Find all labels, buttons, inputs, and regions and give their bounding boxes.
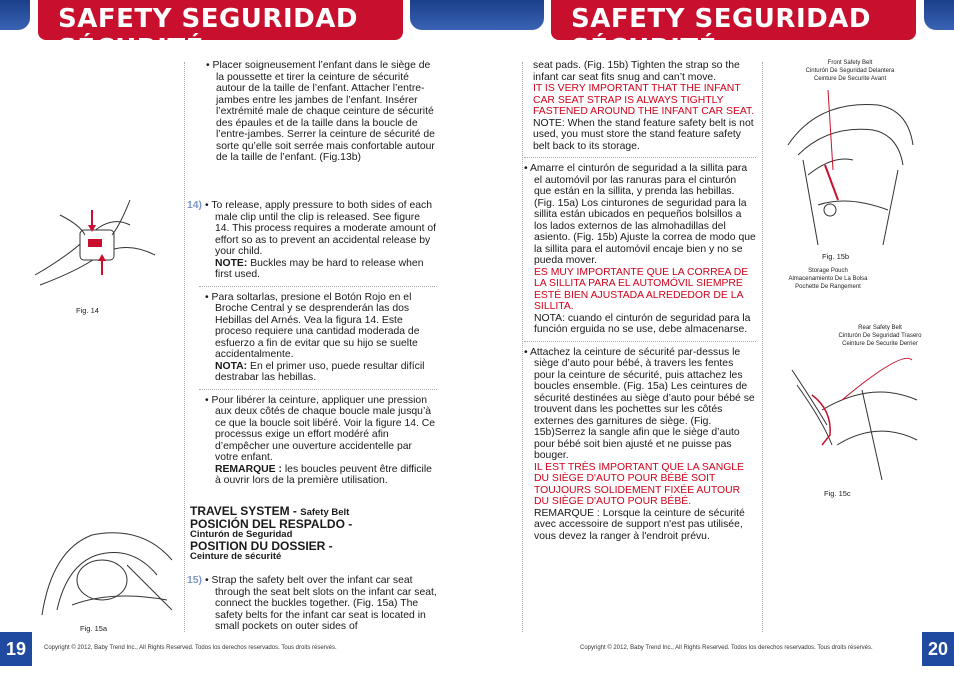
fr-instruction-15: • Attachez la ceinture de sécurité par-dessus le siège d’auto pour bébé, à travers les fentes pour la ceinture de sécurité, puis attachez les boucles ensemble. (Fig. 15a) Les ceintures de sécurité destinées au siège d’auto pour bébé se trouvent dans les pochettes sur les côtés externes des garnitures de siège. (Fig. 15b)Serrez la sangle afin que le siège d’auto pour bébé soit bien ajusté et ne puisse pas bouger. — [524, 346, 755, 461]
column-divider — [184, 62, 185, 632]
fr-warning-15: IL EST TRÈS IMPORTANT QUE LA SANGLE DU SIÈGE D'AUTO POUR BÉBÉ SOIT TOUJOURS SOLIDEMENT FIXÉE AUTOUR DU SIÈGE D'AUTO POUR BÉBÉ. — [534, 461, 744, 507]
column-divider — [762, 62, 763, 632]
en-instruction-15-cont: seat pads. (Fig. 15b) Tighten the strap so the infant car seat fits snug and can’t move. — [533, 60, 740, 83]
fr-note-15: REMARQUE : Lorsque la ceinture de sécurité avec accessoire de support n'est pas utilisée, vous devez la ranger à l'endroit prévu. — [534, 507, 745, 542]
fig15c-illustration — [782, 350, 922, 485]
section-heading-en: TRAVEL SYSTEM - — [190, 504, 301, 518]
es-warning-15: ES MUY IMPORTANTE QUE LA CORREA DE LA SILLITA PARA EL AUTOMÓVIL SIEMPRE ESTÉ BIEN AJUSTADA ALREDEDOR DE LA SILLITA. — [534, 266, 749, 312]
en-instruction-15: • Strap the safety belt over the infant car seat through the seat belt slots on the infant car seat, connect the buckles together. (Fig. 15a) The safety belts for the infant car seat is located in small pockets on outer sides of — [205, 575, 437, 632]
es-instruction-14: • Para soltarlas, presione el Botón Rojo en el Broche Central y se desprenderán las dos Hebillas del Arnés. Vea la figura 14. Este proceso requiere una cantidad moderada de esfuerzo a fin de evitar que su hijo se suelte accidentalmente. — [205, 291, 420, 360]
page-number-right: 20 — [922, 632, 954, 666]
fr-instruction-14: • Pour libérer la ceinture, appliquer une pression aux deux côtés de chaque boucle male jusqu’à ce que la boucle soit libéré. Voir la figure 14. Ce processus exige un effort modéré afin d’empêcher une ouverture accidentelle par votre enfant. — [205, 394, 436, 463]
en-note-15: NOTE: When the stand feature safety belt is not used, you must store the stand feature safety belt back to its storage. — [533, 117, 754, 152]
en-instruction-14: • To release, apply pressure to both sides of each male clip until the clip is released. See figure 14. This process requires a moderate amount of effort so as to prevent an accidental release by your child. — [205, 200, 437, 257]
es-note-14: En el primer uso, puede resultar difícil destrabar las hebillas. — [215, 360, 425, 383]
fig15a-illustration — [32, 520, 182, 620]
section-heading-fr: POSITION DU DOSSIER - — [190, 539, 333, 553]
fig15b-storage-pouch-label: Storage Pouch Almacenamiento De La Bolsa Pochette De Rangement — [788, 268, 868, 290]
corner-decor-right — [924, 0, 954, 30]
section-subheading-en: Safety Belt — [300, 507, 350, 518]
section-heading-es: POSICIÓN DEL RESPALDO - — [190, 517, 353, 531]
column-divider — [522, 62, 523, 632]
fr-note-14: les boucles peuvent être difficile à ouvrir lors de la première utilisation. — [215, 463, 432, 486]
fig15b-front-belt-label: Front Safety Belt Cinturón De Seguridad Delantera Ceinture De Securite Avant — [805, 60, 895, 82]
corner-decor-center — [410, 0, 544, 30]
fig15c-caption: Fig. 15c — [824, 489, 851, 498]
en-note-14: Buckles may be hard to release when first used. — [215, 257, 424, 280]
fig15a-caption: Fig. 15a — [80, 624, 108, 633]
fig15c-rear-belt-label: Rear Safety Belt Cinturón De Seguridad Trasero Ceinture De Securite Derrier — [838, 325, 922, 347]
section-subheading-es: Cinturón de Seguridad — [190, 529, 293, 540]
step-number-14: 14) — [187, 200, 203, 211]
es-instruction-15: • Amarre el cinturón de seguridad a la sillita para el automóvil por las ranuras para el cinturón que están en la sillita, y prenda las hebillas. (Fig. 15a) Los cinturones de seguridad para la sillita están ubicados en pequeños bolsillos a los lados externos de las almohadillas del asiento. (Fig. 15b) Ajuste la correa de modo que la sillita para el automóvil encaje bien y no se pueda mover. — [524, 163, 756, 266]
note-label: NOTE: — [215, 257, 248, 269]
es-note-15: NOTA: cuando el cinturón de seguridad para la función erguida no se use, debe almacenarse. — [534, 312, 751, 335]
fig14-illustration — [30, 195, 165, 300]
fig14-caption: Fig. 14 — [76, 306, 99, 315]
page-number-left: 19 — [0, 632, 32, 666]
step-number-15: 15) — [187, 575, 203, 586]
copyright-right: Copyright © 2012, Baby Trend Inc., All Rights Reserved. Todos los derechos reservados. Tous droits réservés. — [580, 645, 873, 651]
nota-label: NOTA: — [215, 360, 248, 372]
page-title-left: SAFETY SEGURIDAD SÉCURITÉ — [38, 0, 403, 40]
en-warning-15: IT IS VERY IMPORTANT THAT THE INFANT CAR SEAT STRAP IS ALWAYS TIGHTLY FASTENED AROUND THE INFANT CAR SEAT. — [533, 83, 755, 117]
remarque-label: REMARQUE : — [215, 463, 282, 475]
fig15b-illustration — [778, 85, 918, 250]
corner-decor-left — [0, 0, 30, 30]
section-subheading-fr: Ceinture de sécurité — [190, 551, 282, 562]
fig15b-caption: Fig. 15b — [822, 252, 850, 261]
copyright-left: Copyright © 2012, Baby Trend Inc., All Rights Reserved. Todos los derechos reservados. Tous droits réservés. — [44, 645, 337, 651]
page-title-right: SAFETY SEGURIDAD SÉCURITÉ — [551, 0, 916, 40]
fr-instruction-13b: • Placer soigneusement l’enfant dans le siège de la poussette et tirer la ceinture de sécurité autour de la taille de l’enfant. Attacher l’entre-jambes entre les jambes de l’enfant. Insérer l’extrémité male de chaque ceinture de sécurité des épaules et de la taille dans la boucle de l’entre-jambes. Serrer la ceinture de sécurité de sorte qu’elle soit serrée mais confortable autour de la taille de l’enfant. (Fig.13b) — [206, 60, 435, 163]
